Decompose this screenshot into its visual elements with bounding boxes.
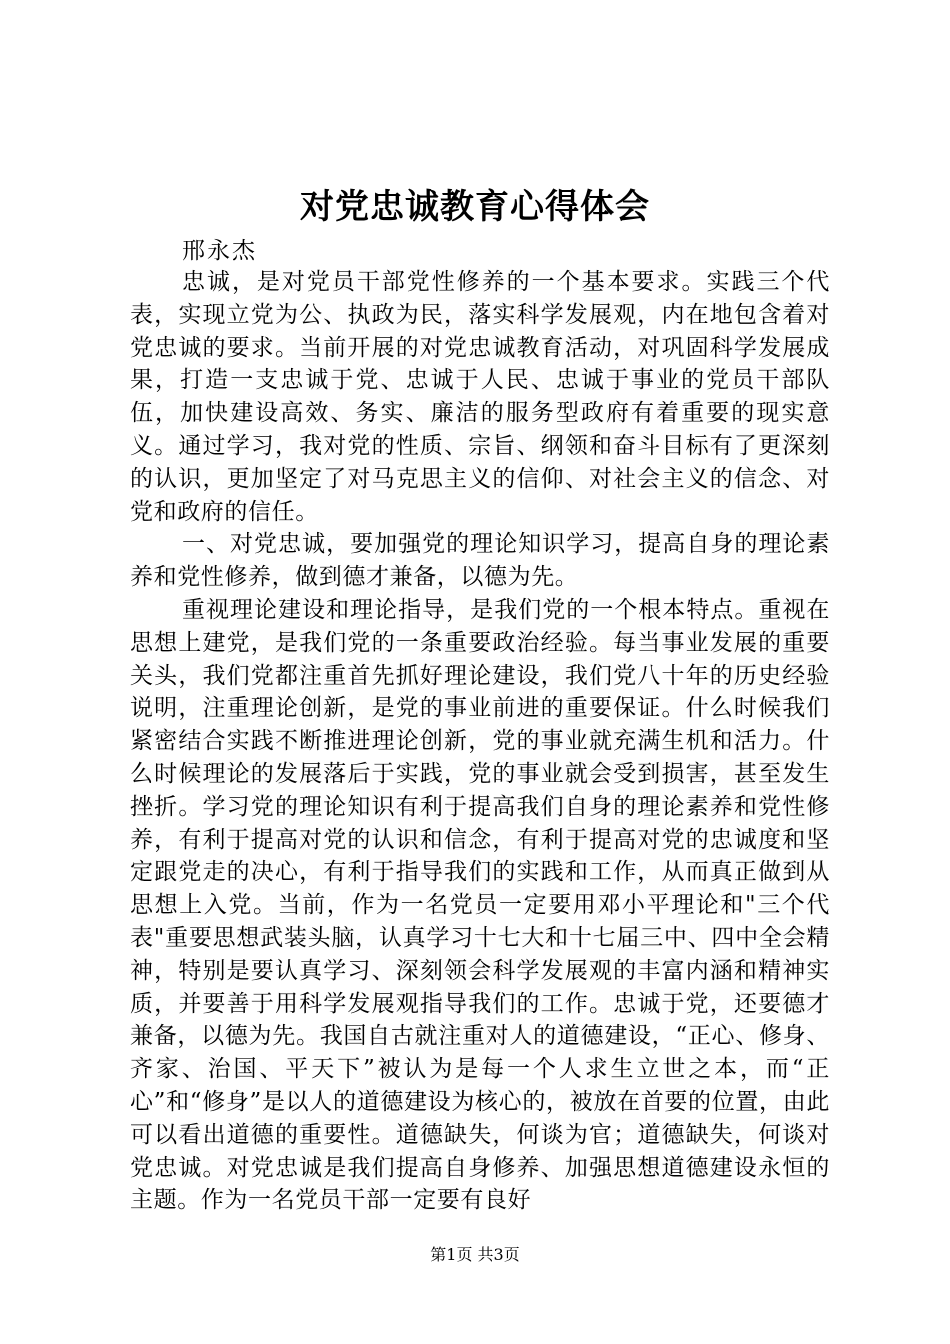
- document-title: 对党忠诚教育心得体会: [300, 187, 650, 227]
- page-footer: 第1页 共3页: [430, 1245, 520, 1264]
- paragraph-theory: 重视理论建设和理论指导，是我们党的一个根本特点。重视在思想上建党，是我们党的一条重要政治经验。每当事业发展的重要关头，我们党都注重首先抓好理论建设，我们党八十年的历史经验说明，注重理论创新，是党的事业前进的重要保证。什么时候我们紧密结合实践不断推进理论创新，党的事业就充满生机和活力。什么时候理论的发展落后于实践，党的事业就会受到损害，甚至发生挫折。学习党的理论知识有利于提高我们自身的理论素养和党性修养，有利于提高对党的认识和信念，有利于提高对党的忠诚度和坚定跟党走的决心，有利于指导我们的实践和工作，从而真正做到从思想上入党。当前，作为一名党员一定要用邓小平理论和"三个代表"重要思想武装头脑，认真学习十七大和十七届三中、四中全会精神，特别是要认真学习、深刻领会科学发展观的丰富内涵和精神实质，并要善于用科学发展观指导我们的工作。忠诚于党，还要德才兼备，以德为先。我国自古就注重对人的道德建设，“正心、修身、齐家、治国、平天下”被认为是每一个人求生立世之本，而“正心”和“修身”是以人的道德建设为核心的，被放在首要的位置，由此可以看出道德的重要性。道德缺失，何谈为官；道德缺失，何谈对党忠诚。对党忠诚是我们提高自身修养、加强思想道德建设永恒的主题。作为一名党员干部一定要有良好: [130, 596, 830, 1214]
- author-name: 邢永杰: [182, 238, 257, 264]
- paragraph-section-heading: 一、对党忠诚，要加强党的理论知识学习，提高自身的理论素养和党性修养，做到德才兼备，以德为先。: [130, 531, 830, 591]
- paragraph-intro: 忠诚，是对党员干部党性修养的一个基本要求。实践三个代表，实现立党为公、执政为民，落实科学发展观，内在地包含着对党忠诚的要求。当前开展的对党忠诚教育活动，对巩固科学发展成果，打造一支忠诚于党、忠诚于人民、忠诚于事业的党员干部队伍，加快建设高效、务实、廉洁的服务型政府有着重要的现实意义。通过学习，我对党的性质、宗旨、纲领和奋斗目标有了更深刻的认识，更加坚定了对马克思主义的信仰、对社会主义的信念、对党和政府的信任。: [130, 269, 830, 525]
- document-body: [130, 266, 830, 1217]
